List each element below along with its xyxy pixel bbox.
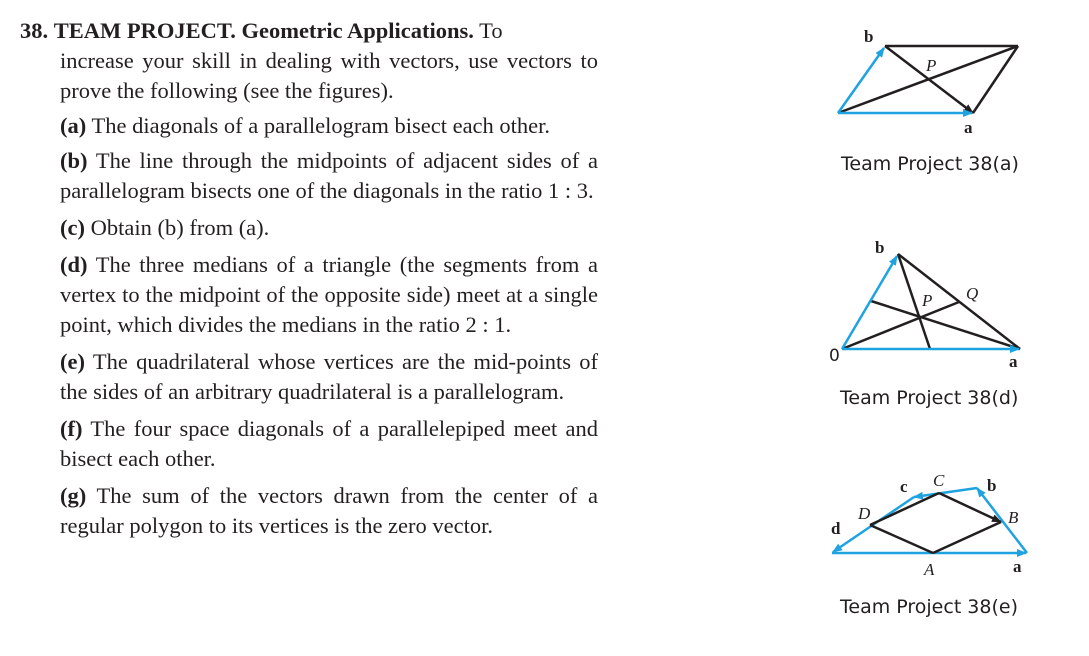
item-c <box>60 213 598 243</box>
item-d <box>60 250 598 340</box>
label-vec-a: a <box>1013 557 1022 576</box>
item-a-label: (a) <box>60 113 87 138</box>
label-q: Q <box>966 284 979 303</box>
figure-38e <box>820 465 1050 590</box>
midpoint-side-AB <box>933 522 1001 553</box>
label-vec-c: c <box>900 477 908 496</box>
item-a-text: The diagonals of a parallelogram bisect each other. <box>91 113 551 138</box>
problem-heading: TEAM PROJECT. Geometric Applications. <box>53 18 474 43</box>
label-C: C <box>933 471 945 490</box>
label-a: a <box>1009 352 1018 371</box>
intro-first-word: To <box>479 18 503 43</box>
label-B: B <box>1008 508 1019 527</box>
problem-text <box>20 16 598 541</box>
figure-38d <box>820 236 1050 376</box>
median-from-origin <box>842 302 959 349</box>
item-g <box>60 481 598 541</box>
figure-38a <box>820 20 1050 145</box>
item-f-label: (f) <box>60 416 83 441</box>
label-vec-d: d <box>831 519 841 538</box>
label-a: a <box>964 118 973 137</box>
item-f <box>60 414 598 474</box>
item-g-label: (g) <box>60 483 87 508</box>
item-e-text: The quadrilateral whose vertices are the mid-points of the sides of an arbitrary quadrilateral is a parallelogram. <box>60 349 598 404</box>
item-d-label: (d) <box>60 252 88 277</box>
item-c-label: (c) <box>60 215 85 240</box>
vector-b <box>977 488 1027 553</box>
caption-38a: Team Project 38(a) <box>841 153 1019 175</box>
item-b-label: (b) <box>60 148 88 173</box>
item-g-text: The sum of the vectors drawn from the center of a regular polygon to its vertices is the zero vector. <box>60 483 599 538</box>
triangle-right-side <box>898 254 1020 349</box>
label-D: D <box>858 504 871 523</box>
label-p: P <box>922 291 933 310</box>
caption-38e: Team Project 38(e) <box>840 596 1018 618</box>
problem-number: 38. <box>20 18 49 43</box>
item-e <box>60 347 598 407</box>
item-a <box>60 111 598 141</box>
midpoint-side-DA <box>870 525 933 553</box>
item-b <box>60 146 598 206</box>
label-b: b <box>864 27 874 46</box>
label-p: P <box>926 56 937 75</box>
label-A: A <box>924 560 935 579</box>
caption-38d: Team Project 38(d) <box>840 387 1019 409</box>
item-e-label: (e) <box>60 349 85 374</box>
midpoint-side-DC <box>870 493 939 525</box>
item-d-text: The three medians of a triangle (the segments from a vertex to the midpoint of the opposite side) meet at a single point, which divides the medians in the ratio 2 : 1. <box>60 252 598 337</box>
label-b: b <box>875 238 885 257</box>
item-b-text: The line through the midpoints of adjacent sides of a parallelogram bisects one of the diagonals in the ratio 1 : 3. <box>60 148 598 203</box>
vector-b <box>842 256 897 349</box>
item-f-text: The four space diagonals of a parallelepiped meet and bisect each other. <box>60 416 598 471</box>
item-c-text: Obtain (b) from (a). <box>90 215 270 240</box>
parallelogram-right-side <box>973 46 1018 113</box>
label-vec-b: b <box>987 476 997 495</box>
label-origin: 0 <box>829 346 840 366</box>
intro-body: increase your skill in dealing with vectors, use vectors to prove the following (see the figures). <box>60 48 598 103</box>
problem-intro <box>20 16 598 46</box>
